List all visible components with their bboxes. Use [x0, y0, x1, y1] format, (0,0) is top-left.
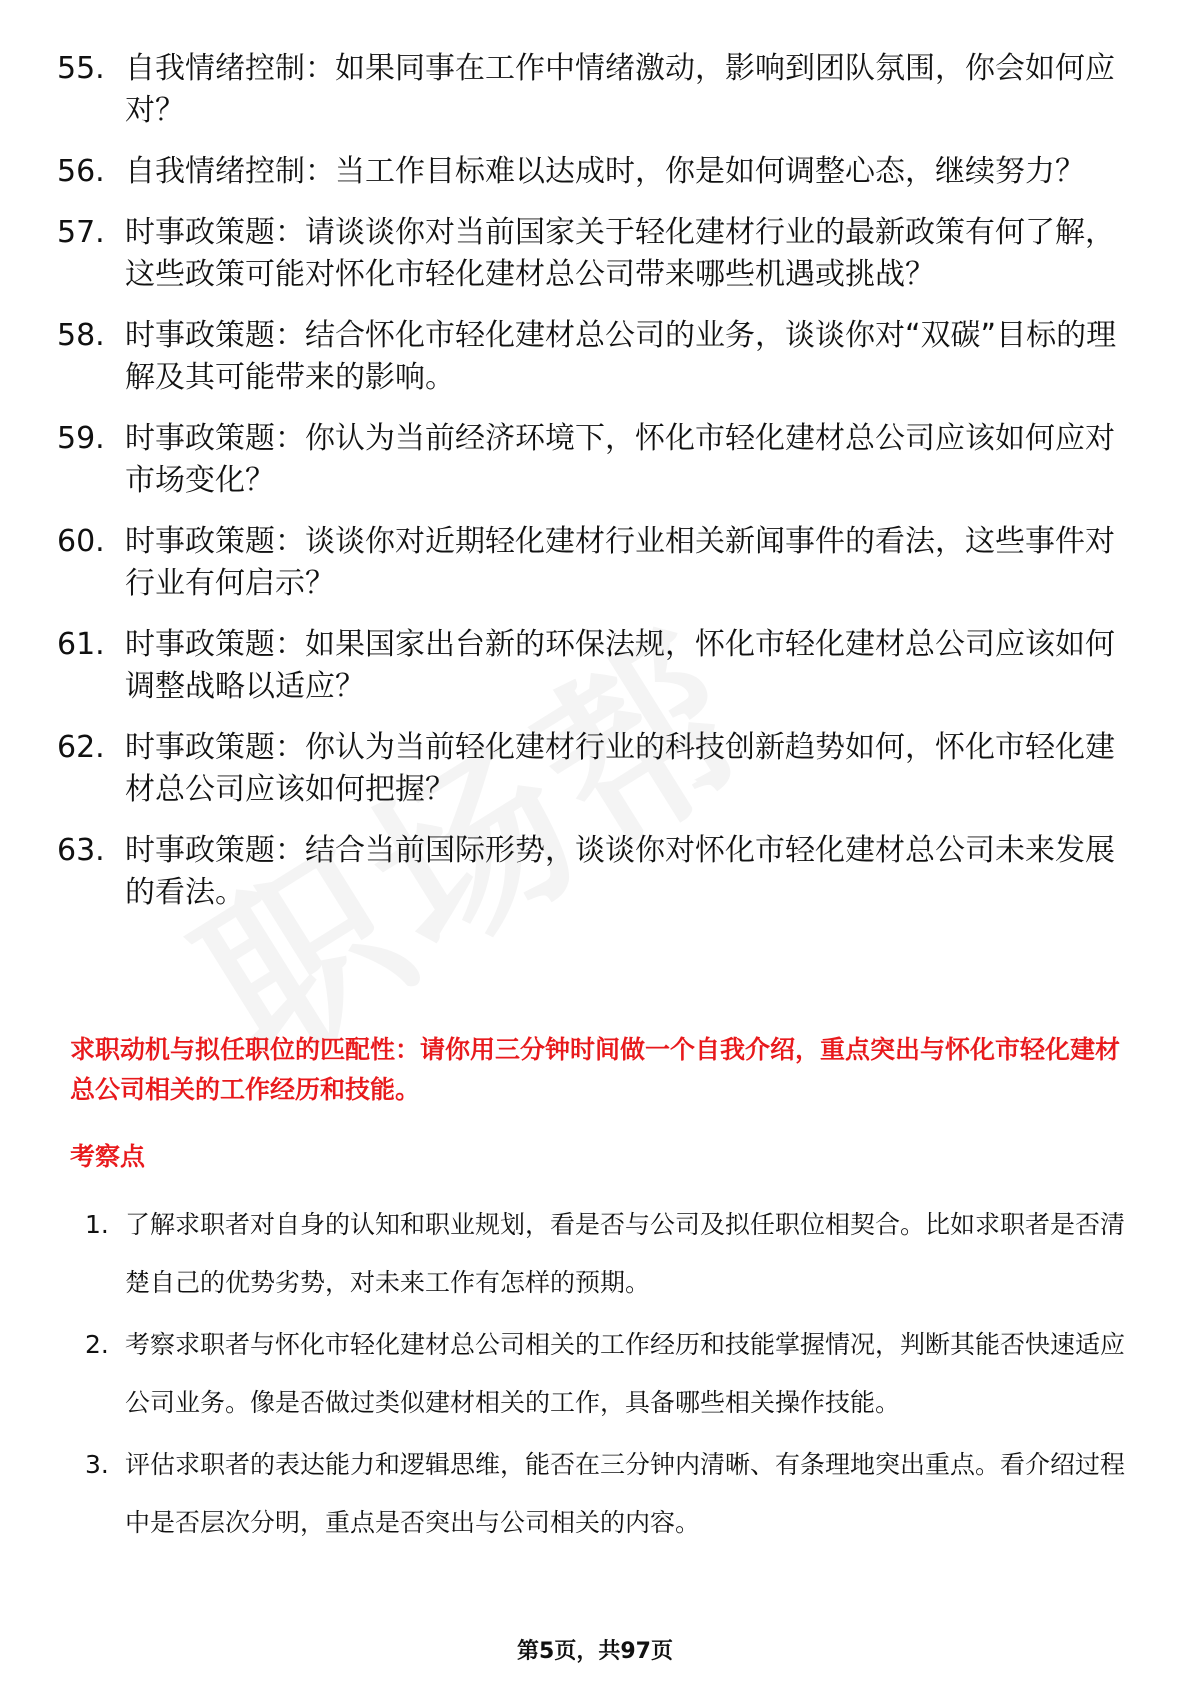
question-number: 58. — [57, 318, 105, 353]
question-item — [57, 48, 1137, 132]
question-text: 时事政策题：谈谈你对近期轻化建材行业相关新闻事件的看法，这些事件对行业有何启示？ — [125, 524, 1115, 601]
assessment-number: 1. — [85, 1210, 109, 1239]
question-item — [57, 315, 1137, 399]
assessment-item — [85, 1196, 1135, 1312]
question-text: 时事政策题：结合当前国际形势，谈谈你对怀化市轻化建材总公司未来发展的看法。 — [125, 833, 1115, 910]
question-text: 自我情绪控制：当工作目标难以达成时，你是如何调整心态，继续努力？ — [125, 154, 1085, 189]
question-number: 61. — [57, 627, 105, 662]
question-text: 时事政策题：你认为当前轻化建材行业的科技创新趋势如何，怀化市轻化建材总公司应该如何把握？ — [125, 730, 1115, 807]
question-number: 56. — [57, 154, 105, 189]
question-text: 时事政策题：你认为当前经济环境下，怀化市轻化建材总公司应该如何应对市场变化？ — [125, 421, 1115, 498]
question-text: 时事政策题：请谈谈你对当前国家关于轻化建材行业的最新政策有何了解，这些政策可能对怀化市轻化建材总公司带来哪些机遇或挑战？ — [125, 215, 1115, 292]
question-item — [57, 830, 1137, 914]
question-number: 62. — [57, 730, 105, 765]
question-item — [57, 151, 1137, 193]
assessment-number: 2. — [85, 1330, 109, 1359]
question-text: 时事政策题：结合怀化市轻化建材总公司的业务，谈谈你对“双碳”目标的理解及其可能带来的影响。 — [125, 318, 1117, 395]
question-item — [57, 418, 1137, 502]
question-text: 时事政策题：如果国家出台新的环保法规，怀化市轻化建材总公司应该如何调整战略以适应？ — [125, 627, 1115, 704]
assessment-text: 考察求职者与怀化市轻化建材总公司相关的工作经历和技能掌握情况，判断其能否快速适应公司业务。像是否做过类似建材相关的工作，具备哪些相关操作技能。 — [125, 1330, 1126, 1417]
page-footer: 第5页，共97页 — [517, 1639, 673, 1664]
assessment-text: 了解求职者对自身的认知和职业规划，看是否与公司及拟任职位相契合。比如求职者是否清楚自己的优势劣势，对未来工作有怎样的预期。 — [125, 1210, 1126, 1297]
assessment-item — [85, 1436, 1135, 1552]
question-item — [57, 727, 1137, 811]
question-number: 55. — [57, 51, 105, 86]
assessment-list — [85, 1196, 1135, 1556]
question-item — [57, 624, 1137, 708]
question-number: 59. — [57, 421, 105, 456]
question-number: 57. — [57, 215, 105, 250]
question-number: 60. — [57, 524, 105, 559]
question-number: 63. — [57, 833, 105, 868]
highlight-question: 求职动机与拟任职位的匹配性：请你用三分钟时间做一个自我介绍，重点突出与怀化市轻化建材总公司相关的工作经历和技能。 — [70, 1035, 1121, 1104]
assessment-item — [85, 1316, 1135, 1432]
question-item — [57, 521, 1137, 605]
question-item — [57, 212, 1137, 296]
question-list — [57, 48, 1137, 933]
assessment-number: 3. — [85, 1450, 109, 1479]
assessment-text: 评估求职者的表达能力和逻辑思维，能否在三分钟内清晰、有条理地突出重点。看介绍过程中是否层次分明，重点是否突出与公司相关的内容。 — [125, 1450, 1126, 1537]
assessment-heading: 考察点 — [70, 1142, 146, 1171]
question-text: 自我情绪控制：如果同事在工作中情绪激动，影响到团队氛围，你会如何应对？ — [125, 51, 1115, 128]
